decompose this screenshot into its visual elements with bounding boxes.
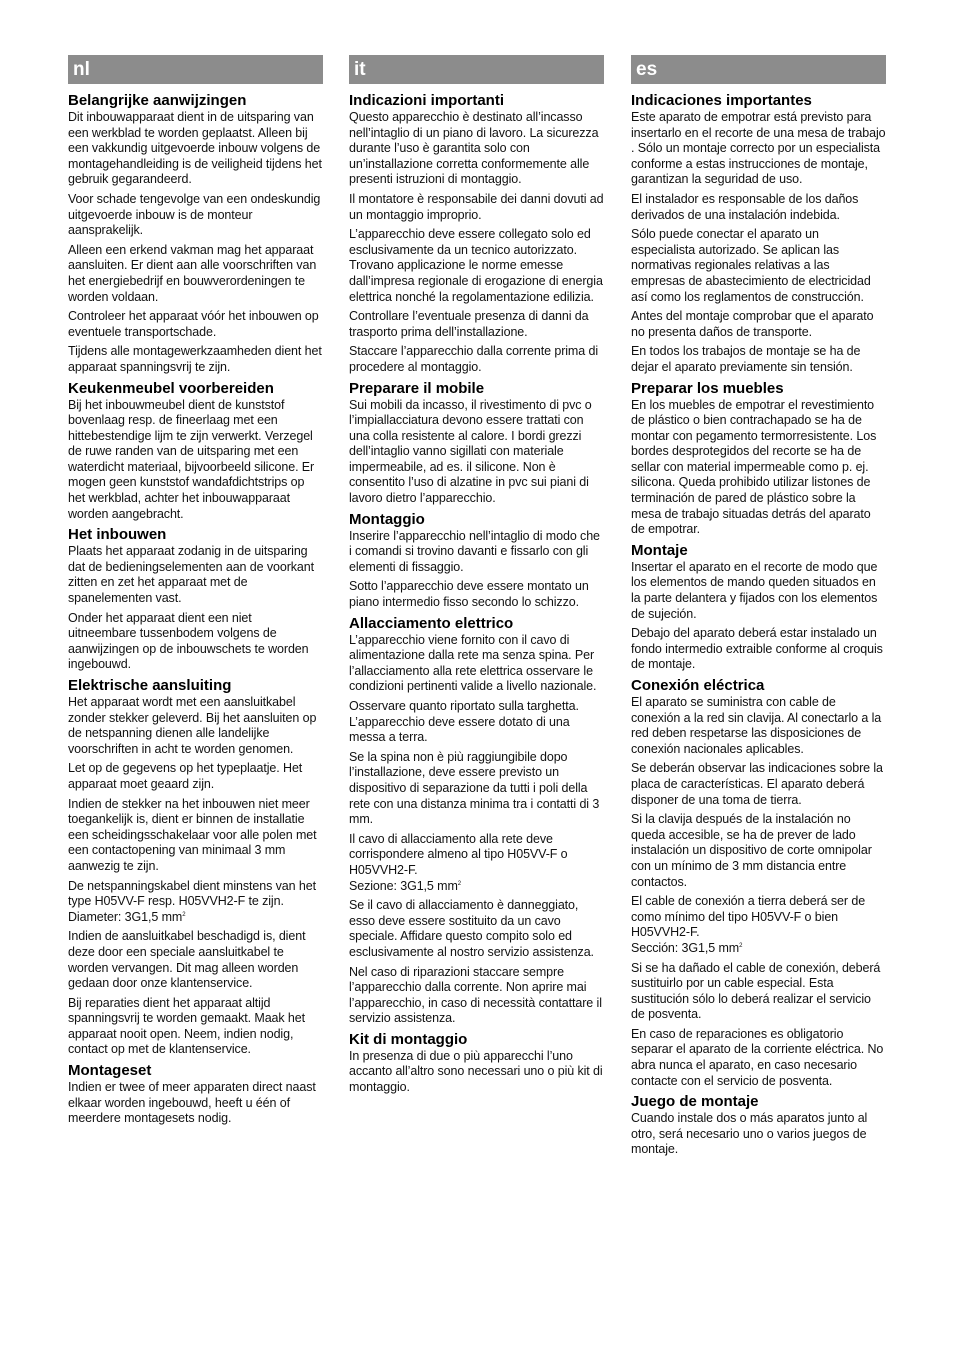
paragraph-text: De netspanningskabel dient minstens van het type H05VV-F resp. H05VVH2-F te zijn. — [68, 878, 316, 909]
paragraph: Nel caso di riparazioni staccare sempre l’apparecchio dalla corrente. Non aprire mai l’apparecchio, in caso di necessità contattare il servizio assistenza. — [349, 964, 602, 1026]
section — [68, 380, 323, 523]
cable-spec: Sezione: 3G1,5 mm — [349, 878, 458, 893]
paragraph: Dit inbouwapparaat dient in de uitsparing van een werkblad te worden geplaatst. Alleen bij een vakkundig uitgevoerde inbouw volgens de montagehandleiding is de veiligheid tijdens het gebruik gegarandeerd. — [68, 110, 322, 187]
paragraph: Het apparaat wordt met een aansluitkabel zonder stekker geleverd. Bij het aansluiten op de netspanning dienen alle landelijke voorschriften in acht te worden genomen. — [68, 695, 317, 756]
cable-spec: Sección: 3G1,5 mm — [631, 940, 740, 955]
section-title: Belangrijke aanwijzingen — [68, 92, 247, 109]
section-title: Juego de montaje — [631, 1093, 759, 1111]
language-code: it — [354, 59, 366, 80]
paragraph: Il montatore è responsabile dei danni dovuti ad un montaggio improprio. — [349, 191, 604, 222]
paragraph: Indien er twee of meer apparaten direct naast elkaar worden ingebouwd, heeft u één of meerdere montagesets nodig. — [68, 1080, 316, 1126]
paragraph: L’apparecchio deve essere collegato solo ed esclusivamente da un tecnico autorizzato. Trovano applicazione le norme emesse dall’impresa regionale di erogazione di energia elettrica nonché la regolamentazione edilizia. — [349, 227, 603, 304]
language-code: es — [636, 59, 658, 80]
paragraph: Questo apparecchio è destinato all’incasso nell’intaglio di un piano di lavoro. La sicurezza durante l’uso è garantita solo con un’installazione corretta conformemente alle presenti istruzioni di montaggio. — [349, 110, 599, 187]
paragraph: Si la clavija después de la instalación no queda accesible, se ha de prever de lado instalación un dispositivo de corte omnipolar con un mínimo de 3 mm distancia entre contactos. — [631, 812, 872, 889]
section — [349, 1031, 604, 1096]
section — [349, 615, 604, 1027]
section-title: Montaje — [631, 541, 688, 559]
paragraph: Indien de stekker na het inbouwen niet meer toegankelijk is, dient er binnen de installatie een scheidingsschakelaar voor alle polen met een contactopening van minimaal 3 mm aanwezig te zijn. — [68, 796, 317, 873]
section — [631, 1093, 886, 1158]
section-title: Preparare il mobile — [349, 379, 485, 397]
paragraph: Controllare l’eventuale presenza di danni da trasporto prima dell’installazione. — [349, 309, 589, 339]
section — [631, 677, 886, 1089]
section — [349, 380, 604, 507]
paragraph: Este aparato de empotrar está previsto para insertarlo en el recorte de una mesa de trabajo . Sólo un montaje correcto por un especialista conforme a estas instrucciones de montaje, garantizan la seguridad de uso. — [631, 110, 886, 187]
section-title: Montageset — [68, 1062, 152, 1080]
section-title: Indicaciones importantes — [631, 92, 812, 109]
paragraph: El aparato se suministra con cable de conexión a la red sin clavija. Al conectarlo a la red deben respetarse las disposiciones de conexión nacionales aplicables. — [631, 695, 882, 756]
section — [349, 92, 604, 376]
superscript: 2 — [739, 942, 743, 949]
paragraph: Tijdens alle montagewerkzaamheden dient het apparaat spanningsvrij te zijn. — [68, 344, 322, 374]
section-title: Keukenmeubel voorbereiden — [68, 379, 274, 397]
paragraph: Se deberán observar las indicaciones sobre la placa de características. El aparato deberá disponer de una toma de tierra. — [631, 761, 883, 807]
paragraph: Antes del montaje comprobar que el aparato no presenta daños de transporte. — [631, 309, 874, 339]
column-it — [349, 55, 604, 1100]
paragraph: Onder het apparaat dient een niet uitneembare tussenbodem volgens de aanwijzingen op de inbouwschets te worden ingebouwd. — [68, 610, 309, 672]
paragraph: Bij het inbouwmeubel dient de kunststof bovenlaag resp. de fineerlaag met een hittebestendige lijm te zijn verwerkt. Verzegel de ruwe randen van de uitsparing met een waterdicht materiaal, bijvoorbeeld silicone. Er mogen geen kunststof wandafdichtstrips op het werkblad, achter het inbouwapparaat worden aangebracht. — [68, 397, 315, 521]
paragraph: Debajo del aparato deberá estar instalado un fondo intermedio extraible conforme al croquis de montaje. — [631, 626, 883, 672]
section-title: Preparar los muebles — [631, 379, 784, 397]
paragraph: Cuando instale dos o más aparatos junto al otro, será necesario uno o varios juegos de montaje. — [631, 1111, 868, 1157]
paragraph: En los muebles de empotrar el revestimiento de plástico o bien contrachapado se ha de montar con pegamento termorresistente. Los bordes desprotegidos del recorte se ha de sellar con material impermeable como p. ej. silicona. Queda prohibido utilizar listones de terminación de pared de plástico sobre la mesa de trabajo situadas detrás del aparato de empotrar. — [631, 397, 877, 537]
paragraph: Inserire l’apparecchio nell’intaglio di modo che i comandi si trovino davanti e fissarlo con gli elementi di fissaggio. — [349, 528, 600, 574]
section-title: Het inbouwen — [68, 526, 167, 544]
paragraph: El instalador es responsable de los daños derivados de una instalación indebida. — [631, 191, 859, 222]
section-title: Montaggio — [349, 510, 425, 528]
paragraph: Insertar el aparato en el recorte de modo que los elementos de mando queden situados en la parte delantera y fijados con los elementos de sujeción. — [631, 559, 878, 621]
paragraph: Se la spina non è più raggiungibile dopo l’installazione, deve essere previsto un dispositivo di separazione da tutti i poli della rete con una distanza minima tra i contatti di 3 mm. — [349, 749, 600, 827]
language-header-bar — [631, 55, 886, 84]
section-title: Elektrische aansluiting — [68, 677, 232, 694]
section-title: Allacciamento elettrico — [349, 614, 514, 632]
paragraph: Indien de aansluitkabel beschadigd is, dient deze door een speciale aansluitkabel te worden vervangen. Dit mag alleen worden gedaan door onze klantenservice. — [68, 929, 306, 991]
section — [68, 526, 323, 673]
section — [68, 677, 323, 1058]
paragraph: Bij reparaties dient het apparaat altijd spanningsvrij te worden gemaakt. Maak het apparaat nooit open. Neem, indien nodig, contact op met de klantenservice. — [68, 995, 306, 1057]
section-title: Kit di montaggio — [349, 1030, 468, 1048]
paragraph: L’apparecchio viene fornito con il cavo di alimentazione dalla rete ma senza spina. Per l’allacciamento alla rete elettrica osservare le condizioni pertinenti valide a livello nazionale. — [349, 632, 597, 694]
paragraph: Osservare quanto riportato sulla targhetta. L’apparecchio deve essere dotato di una messa a terra. — [349, 699, 579, 745]
column-es — [631, 55, 886, 1162]
section-title: Conexión eléctrica — [631, 677, 765, 694]
section — [631, 542, 886, 673]
section — [68, 1062, 323, 1127]
paragraph: Controleer het apparaat vóór het inbouwen op eventuele transportschade. — [68, 309, 319, 339]
section — [631, 380, 886, 538]
column-nl — [68, 55, 323, 1131]
language-header-bar — [349, 55, 604, 84]
section-title: Indicazioni importanti — [349, 92, 505, 109]
paragraph: Sui mobili da incasso, il rivestimento di pvc o l’impiallacciatura devono essere trattati con una colla resistente al calore. I bordi grezzi dell’intaglio vanno sigillati con materiale impermeabile, ad es. il silicone. Non è consentito l’uso di alzatine in pvc sui piani di lavoro dietro l’apparecchio. — [349, 397, 592, 506]
paragraph: Alleen een erkend vakman mag het apparaat aansluiten. Er dient aan alle voorschriften van het energiebedrijf en bouwverordeningen te worden voldaan. — [68, 242, 317, 304]
paragraph: Let op de gegevens op het typeplaatje. Het apparaat moet geaard zijn. — [68, 761, 303, 791]
section — [631, 92, 886, 376]
paragraph — [68, 879, 323, 926]
paragraph — [349, 832, 604, 894]
paragraph: Sotto l’apparecchio deve essere montato un piano intermedio fisso secondo lo schizzo. — [349, 579, 589, 610]
paragraph: Staccare l’apparecchio dalla corrente prima di procedere al montaggio. — [349, 344, 599, 374]
paragraph: Sólo puede conectar el aparato un especialista autorizado. Se aplican las normativas regionales relativas a las empresas de abastecimiento de electricidad así como los reglamentos de construcción. — [631, 227, 871, 304]
paragraph: Si se ha dañado el cable de conexión, deberá sustituirlo por un cable especial. Esta sustitución sólo lo deberá realizar el servicio de posventa. — [631, 960, 881, 1022]
paragraph-text: Il cavo di allacciamento alla rete deve corrispondere almeno al tipo H05VV-F o H05VVH2-F. — [349, 831, 568, 877]
paragraph-text: El cable de conexión a tierra deberá ser de como mínimo del tipo H05VV-F o bien H05VVH2-F. — [631, 894, 866, 940]
language-code: nl — [73, 59, 90, 80]
superscript: 2 — [182, 911, 186, 918]
paragraph: Voor schade tengevolge van een ondeskundig uitgevoerde inbouw is de monteur aansprakelijk. — [68, 191, 321, 238]
superscript: 2 — [457, 880, 462, 887]
paragraph — [631, 894, 886, 956]
cable-spec: Diameter: 3G1,5 mm — [68, 909, 183, 924]
section — [349, 511, 604, 611]
language-header-bar — [68, 55, 323, 84]
paragraph: In presenza di due o più apparecchi l’uno accanto all’altro sono necessari uno o più kit di montaggio. — [349, 1048, 603, 1095]
paragraph: En todos los trabajos de montaje se ha de dejar el aparato previamente sin tensión. — [631, 344, 861, 374]
paragraph: Plaats het apparaat zodanig in de uitsparing dat de bedieningselementen aan de voorkant zitten en zet het apparaat met de spanelementen vast. — [68, 544, 314, 606]
paragraph: En caso de reparaciones es obligatorio separar el aparato de la corriente eléctrica. No abra nunca el aparato, en caso necesario contacte con el servicio de posventa. — [631, 1026, 884, 1088]
section — [68, 92, 323, 376]
paragraph: Se il cavo di allacciamento è danneggiato, esso deve essere sostituito da un cavo speciale. Affidare questo compito solo ed esclusivamente al nostro servizio assistenza. — [349, 898, 594, 959]
